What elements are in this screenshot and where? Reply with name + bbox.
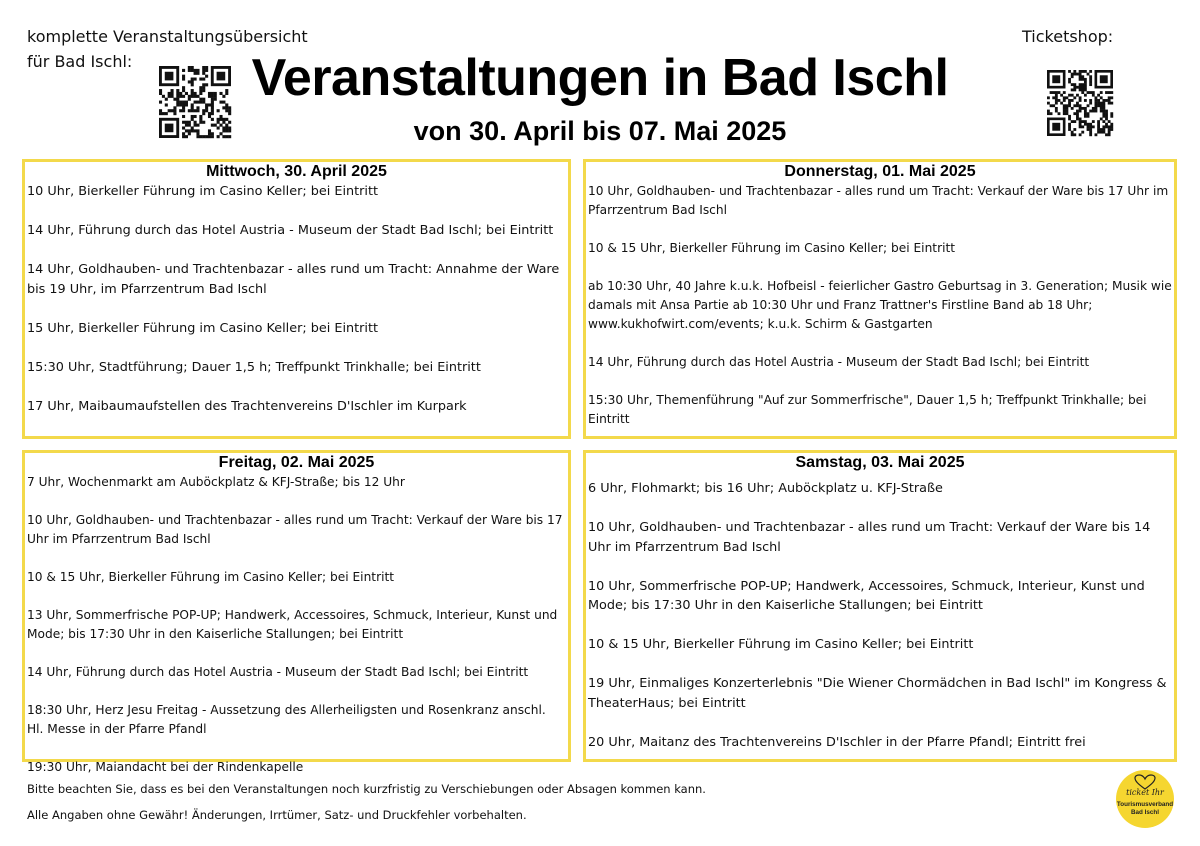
tourism-logo[interactable]	[1116, 770, 1174, 828]
day-heading: Mittwoch, 30. April 2025	[206, 163, 387, 180]
event-item: 18:30 Uhr, Herz Jesu Freitag - Aussetzung des Allerheiligsten und Rosenkranz anschl. Hl. Messe in der Pfarre Pfandl	[27, 703, 546, 736]
disclaimer-note-1: Bitte beachten Sie, dass es bei den Veranstaltungen noch kurzfristig zu Verschiebungen oder Absagen kommen kann.	[27, 782, 706, 796]
event-item: ab 10:30 Uhr, 40 Jahre k.u.k. Hofbeisl - feierlicher Gastro Geburtsag in 3. Generation; Musik wie damals mit Ansa Partie ab 10:30 Uhr und Franz Trattner's Firstline Band ab 18 Uhr; www.kukhofwirt.com/events; k.u.k. Schirm & Gastgarten	[588, 279, 1172, 331]
day-heading: Freitag, 02. Mai 2025	[218, 454, 375, 471]
event-item: 17 Uhr, Maibaumaufstellen des Trachtenvereins D'Ischler im Kurpark	[27, 398, 467, 414]
day-panel-wednesday	[22, 159, 571, 439]
event-item: 13 Uhr, Sommerfrische POP-UP; Handwerk, Accessoires, Schmuck, Interieur, Kunst und Mode; bis 17:30 Uhr in den Kaiserliche Stallungen; bei Eintritt	[27, 608, 558, 641]
logo-script-text: ticket Ihr	[1126, 788, 1164, 797]
event-item: 10 & 15 Uhr, Bierkeller Führung im Casino Keller; bei Eintritt	[588, 637, 974, 652]
page-title: Veranstaltungen in Bad Ischl	[251, 49, 949, 107]
logo-line-2: Bad Ischl	[1131, 809, 1159, 816]
event-item: 6 Uhr, Flohmarkt; bis 16 Uhr; Auböckplatz u. KFJ-Straße	[588, 481, 943, 496]
event-item: 19:30 Uhr, Maiandacht bei der Rindenkapelle	[27, 760, 304, 774]
event-item: 15 Uhr, Bierkeller Führung im Casino Keller; bei Eintritt	[27, 320, 378, 336]
day-panel-saturday	[583, 450, 1177, 762]
event-item: 10 & 15 Uhr, Bierkeller Führung im Casino Keller; bei Eintritt	[588, 241, 956, 255]
page-subtitle: von 30. April bis 07. Mai 2025	[413, 116, 787, 146]
day-heading: Donnerstag, 01. Mai 2025	[784, 163, 976, 180]
event-item: 10 Uhr, Goldhauben- und Trachtenbazar - alles rund um Tracht: Verkauf der Ware bis 17 Uhr im Pfarrzentrum Bad Ischl	[27, 513, 563, 546]
event-item: 10 Uhr, Sommerfrische POP-UP; Handwerk, Accessoires, Schmuck, Interieur, Kunst und Mode; bis 17:30 Uhr in den Kaiserliche Stallungen; bei Eintritt	[588, 578, 1145, 613]
day-heading: Samstag, 03. Mai 2025	[795, 454, 965, 471]
day-panel-friday	[22, 450, 571, 774]
intro-line-2: für Bad Ischl:	[27, 52, 133, 71]
logo-line-1: Tourismusverband	[1116, 801, 1174, 808]
event-item: 10 Uhr, Goldhauben- und Trachtenbazar - alles rund um Tracht: Verkauf der Ware bis 17 Uhr im Pfarrzentrum Bad Ischl	[588, 184, 1169, 217]
event-item: 15:30 Uhr, Stadtführung; Dauer 1,5 h; Treffpunkt Trinkhalle; bei Eintritt	[27, 359, 481, 375]
event-item: 19 Uhr, Einmaliges Konzerterlebnis "Die Wiener Chormädchen in Bad Ischl" im Kongress & TheaterHaus; bei Eintritt	[588, 676, 1167, 711]
event-item: 14 Uhr, Führung durch das Hotel Austria - Museum der Stadt Bad Ischl; bei Eintritt	[27, 665, 529, 679]
intro-line-1: komplette Veranstaltungsübersicht	[27, 27, 308, 46]
event-item: 15:30 Uhr, Themenführung "Auf zur Sommerfrische", Dauer 1,5 h; Treffpunkt Trinkhalle; bei Eintritt	[588, 393, 1147, 426]
event-item: 20 Uhr, Maitanz des Trachtenvereins D'Ischler in der Pfarre Pfandl; Eintritt frei	[588, 734, 1086, 750]
event-item: 14 Uhr, Führung durch das Hotel Austria - Museum der Stadt Bad Ischl; bei Eintritt	[588, 355, 1090, 369]
event-item: 14 Uhr, Goldhauben- und Trachtenbazar - alles rund um Tracht: Annahme der Ware bis 19 Uhr, im Pfarrzentrum Bad Ischl	[27, 262, 560, 297]
ticketshop-label: Ticketshop:	[1022, 27, 1114, 46]
event-item: 14 Uhr, Führung durch das Hotel Austria - Museum der Stadt Bad Ischl; bei Eintritt	[27, 223, 554, 238]
disclaimer-note-2: Alle Angaben ohne Gewähr! Änderungen, Irrtümer, Satz- und Druckfehler vorbehalten.	[27, 808, 527, 822]
event-item: 10 Uhr, Bierkeller Führung im Casino Keller; bei Eintritt	[27, 184, 378, 199]
day-panel-thursday	[583, 159, 1177, 439]
event-item: 10 & 15 Uhr, Bierkeller Führung im Casino Keller; bei Eintritt	[27, 570, 395, 584]
event-item: 7 Uhr, Wochenmarkt am Auböckplatz & KFJ-Straße; bis 12 Uhr	[27, 475, 405, 489]
event-item: 10 Uhr, Goldhauben- und Trachtenbazar - alles rund um Tracht: Verkauf der Ware bis 14 Uhr im Pfarrzentrum Bad Ischl	[588, 520, 1151, 555]
